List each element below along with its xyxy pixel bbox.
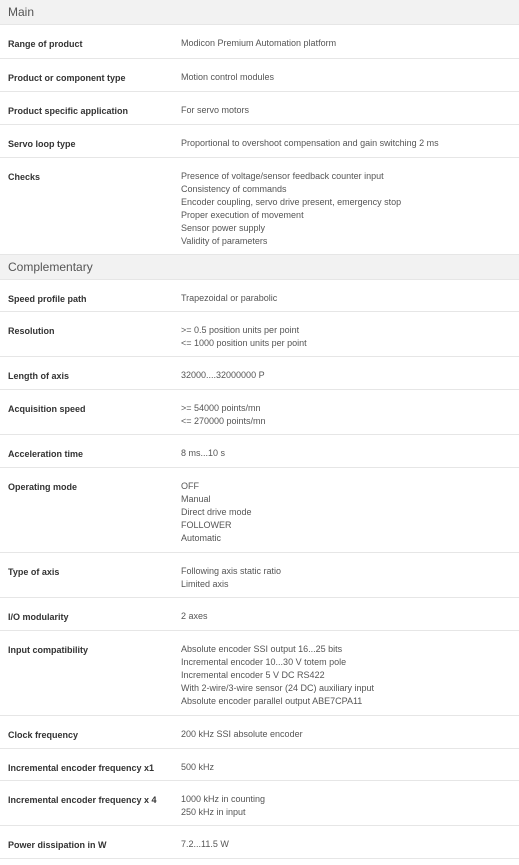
section-header-main (0, 0, 519, 25)
spec-value-line: Absolute encoder SSI output 16...25 bits (181, 644, 343, 654)
spec-value-line: Automatic (181, 533, 222, 543)
spec-row-resolution (0, 312, 519, 357)
spec-label: Servo loop type (8, 139, 76, 149)
spec-label: Operating mode (8, 482, 78, 492)
spec-label: Range of product (8, 39, 83, 49)
spec-value-line: Limited axis (181, 579, 229, 589)
spec-label: Acceleration time (8, 449, 84, 459)
spec-value-line: Proportional to overshoot compensation and gain switching 2 ms (181, 138, 439, 148)
spec-label: Input compatibility (8, 645, 88, 655)
spec-label: Acquisition speed (8, 404, 86, 414)
section-title-main: Main (8, 5, 35, 19)
spec-value (173, 598, 519, 630)
spec-value (173, 631, 519, 715)
spec-value (173, 59, 519, 91)
spec-value-line: 32000....32000000 P (181, 370, 265, 380)
spec-row-operating-mode (0, 468, 519, 553)
spec-row-type-of-axis (0, 553, 519, 598)
spec-value (173, 158, 519, 254)
spec-row-acceleration-time (0, 435, 519, 468)
spec-value (173, 357, 519, 389)
spec-value-line: >= 54000 points/mn (181, 403, 261, 413)
spec-label: Checks (8, 172, 41, 182)
spec-value (173, 92, 519, 124)
spec-value-line: Absolute encoder parallel output ABE7CPA11 (181, 696, 363, 706)
spec-value (173, 781, 519, 825)
spec-row-length-of-axis (0, 357, 519, 390)
spec-row-servo-loop-type (0, 125, 519, 158)
spec-value-line: <= 270000 points/mn (181, 416, 266, 426)
spec-label: Resolution (8, 326, 55, 336)
spec-value-line: Following axis static ratio (181, 566, 282, 576)
spec-value-line: Modicon Premium Automation platform (181, 38, 337, 48)
spec-label: Product or component type (8, 73, 126, 83)
spec-row-checks (0, 158, 519, 255)
spec-value (173, 435, 519, 467)
spec-value (173, 390, 519, 434)
section-title-complementary: Complementary (8, 260, 93, 274)
spec-value-line: 1000 kHz in counting (181, 794, 266, 804)
spec-value (173, 468, 519, 552)
spec-label: Incremental encoder frequency x 4 (8, 795, 157, 805)
spec-row-encoder-frequency-x4 (0, 781, 519, 826)
spec-value-line: Incremental encoder 10...30 V totem pole (181, 657, 347, 667)
spec-row-speed-profile (0, 280, 519, 312)
spec-value-line: Manual (181, 494, 211, 504)
spec-value (173, 25, 519, 58)
spec-value-line: Consistency of commands (181, 184, 287, 194)
spec-value-line: Proper execution of movement (181, 210, 304, 220)
spec-value-line: Direct drive mode (181, 507, 252, 517)
spec-label: Incremental encoder frequency x1 (8, 763, 155, 773)
spec-value (173, 312, 519, 356)
spec-value-line: <= 1000 position units per point (181, 338, 307, 348)
spec-value-line: 250 kHz in input (181, 807, 246, 817)
spec-value-line: Encoder coupling, servo drive present, emergency stop (181, 197, 402, 207)
section-header-complementary (0, 255, 519, 280)
spec-row-power-dissipation (0, 826, 519, 859)
spec-value-line: FOLLOWER (181, 520, 232, 530)
spec-value-line: 8 ms...10 s (181, 448, 226, 458)
spec-row-io-modularity (0, 598, 519, 631)
spec-value-line: With 2-wire/3-wire sensor (24 DC) auxiliary input (181, 683, 375, 693)
spec-value-line: For servo motors (181, 105, 250, 115)
spec-value-line: 7.2...11.5 W (181, 839, 229, 849)
spec-label: Length of axis (8, 371, 70, 381)
spec-value (173, 280, 519, 311)
spec-label: Power dissipation in W (8, 840, 107, 850)
spec-label: Type of axis (8, 567, 60, 577)
spec-label: I/O modularity (8, 612, 69, 622)
spec-value-line: OFF (181, 481, 199, 491)
spec-row-specific-application (0, 92, 519, 125)
spec-value-line: Sensor power supply (181, 223, 266, 233)
spec-label: Speed profile path (8, 294, 87, 304)
spec-row-product-type (0, 59, 519, 92)
spec-row-range-of-product (0, 25, 519, 59)
spec-row-acquisition-speed (0, 390, 519, 435)
spec-label: Clock frequency (8, 730, 79, 740)
spec-label: Product specific application (8, 106, 129, 116)
spec-value (173, 716, 519, 748)
spec-value (173, 125, 519, 157)
spec-value-line: Validity of parameters (181, 236, 268, 246)
spec-value (173, 749, 519, 780)
spec-value-line: Presence of voltage/sensor feedback counter input (181, 171, 384, 181)
spec-value-line: Incremental encoder 5 V DC RS422 (181, 670, 325, 680)
spec-value-line: 200 kHz SSI absolute encoder (181, 729, 303, 739)
spec-row-clock-frequency (0, 716, 519, 749)
spec-value-line: Motion control modules (181, 72, 275, 82)
spec-value-line: Trapezoidal or parabolic (181, 293, 278, 303)
spec-row-input-compatibility (0, 631, 519, 716)
spec-value-line: 2 axes (181, 611, 208, 621)
spec-value-line: >= 0.5 position units per point (181, 325, 300, 335)
spec-row-encoder-frequency-x1 (0, 749, 519, 781)
spec-value-line: 500 kHz (181, 762, 215, 772)
spec-value (173, 553, 519, 597)
spec-value (173, 826, 519, 858)
